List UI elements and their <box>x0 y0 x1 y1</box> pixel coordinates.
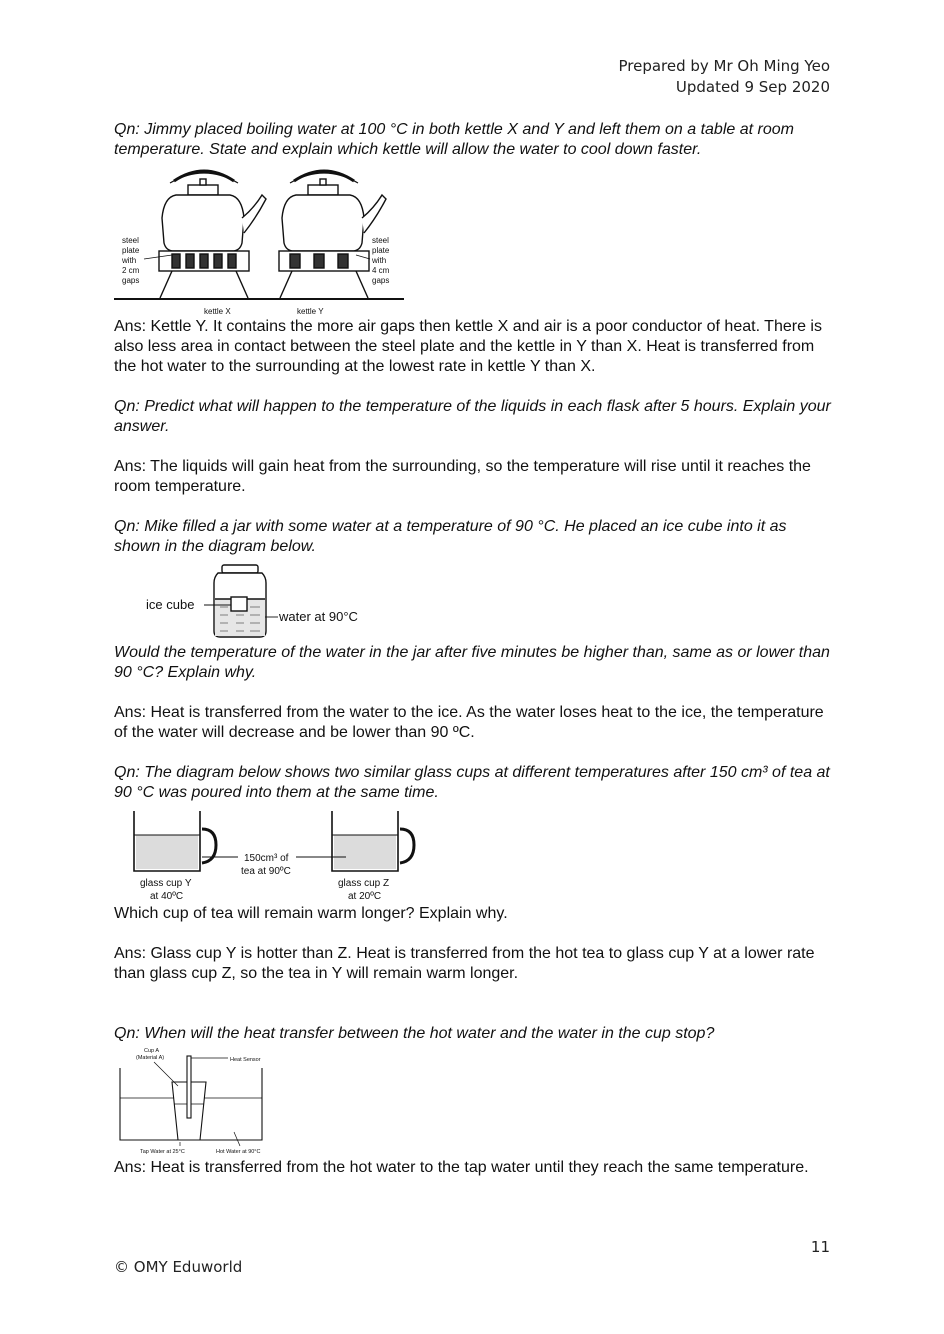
question-heat-stop: Qn: When will the heat transfer between the hot water and the water in the cup stop? <box>114 1025 715 1042</box>
left-label-line: with <box>122 256 137 265</box>
question-cups: Qn: The diagram below shows two similar glass cups at different temperatures after 150 cm³ of tea at 90 °C was poured into them at the same time. <box>114 764 830 801</box>
right-label-line: gaps <box>372 276 390 285</box>
cups-diagram <box>120 807 430 905</box>
answer-cups: Ans: Glass cup Y is hotter than Z. Heat is transferred from the hot tea to glass cup Y at a lower rate than glass cup Z, so the tea in Y will remain warm longer. <box>114 945 815 982</box>
left-label-line: plate <box>122 246 140 255</box>
question-kettles: Qn: Jimmy placed boiling water at 100 °C in both kettle X and Y and left them on a table at room temperature. State and explain which kettle will allow the water to cool down faster. <box>114 121 794 158</box>
answer-jar: Ans: Heat is transferred from the water to the ice. As the water loses heat to the ice, the temperature of the water will decrease and be lower than 90 ºC. <box>114 704 824 741</box>
hot-water-label: Hot Water at 90°C <box>216 1149 261 1155</box>
answer-kettles: Ans: Kettle Y. It contains the more air gaps then kettle X and air is a poor conductor of heat. There is also less area in contact between the steel plate and the kettle in Y than X. Heat is transferred from the hot water to the surrounding at the lowest rate in kettle Y than X. <box>114 318 822 375</box>
cup-a-label: Cup A <box>144 1048 159 1054</box>
tea-label-line2: tea at 90ºC <box>241 866 291 877</box>
question-flask: Qn: Predict what will happen to the temperature of the liquids in each flask after 5 hours. Explain your answer. <box>114 398 831 435</box>
answer-flask: Ans: The liquids will gain heat from the surrounding, so the temperature will rise until it reaches the room temperature. <box>114 458 811 495</box>
followup-cups: Which cup of tea will remain warm longer? Explain why. <box>114 905 508 922</box>
copyright: © OMY Eduworld <box>114 1258 243 1276</box>
kettle-x-label: kettle X <box>204 307 231 316</box>
page-number: 11 <box>810 1238 830 1256</box>
cup-z-label: glass cup Z <box>338 878 390 889</box>
cup-z-temp: at 20ºC <box>348 891 382 902</box>
right-label-line: plate <box>372 246 390 255</box>
tea-label-line1: 150cm³ of <box>244 853 289 864</box>
right-label-line: 4 cm <box>372 266 390 275</box>
followup-jar: Would the temperature of the water in the jar after five minutes be higher than, same as or lower than 90 °C? Explain why. <box>114 644 830 681</box>
left-label-line: 2 cm <box>122 266 140 275</box>
heat-sensor-label: Heat Sensor <box>230 1057 261 1063</box>
left-label-line: gaps <box>122 276 140 285</box>
page-header <box>618 56 830 98</box>
right-label-line: steel <box>372 236 389 245</box>
jar-diagram <box>140 563 380 641</box>
cup-y-label: glass cup Y <box>140 878 192 889</box>
cup-y-temp: at 40ºC <box>150 891 184 902</box>
left-label-line: steel <box>122 236 139 245</box>
heat-sensor-diagram <box>114 1046 284 1158</box>
material-a-label: (Material A) <box>136 1055 165 1061</box>
answer-heat-stop: Ans: Heat is transferred from the hot water to the tap water until they reach the same temperature. <box>114 1159 809 1176</box>
tap-water-label: Tap Water at 25°C <box>140 1149 185 1155</box>
kettle-y-label: kettle Y <box>297 307 324 316</box>
right-label-line: with <box>372 256 387 265</box>
ice-cube-label: ice cube <box>146 597 195 612</box>
prepared-by: Prepared by Mr Oh Ming Yeo <box>618 57 830 75</box>
question-jar: Qn: Mike filled a jar with some water at a temperature of 90 °C. He placed an ice cube into it as shown in the diagram below. <box>114 518 787 555</box>
updated-date: Updated 9 Sep 2020 <box>675 78 830 96</box>
water-label: water at 90°C <box>279 609 358 624</box>
kettles-diagram <box>114 163 404 318</box>
